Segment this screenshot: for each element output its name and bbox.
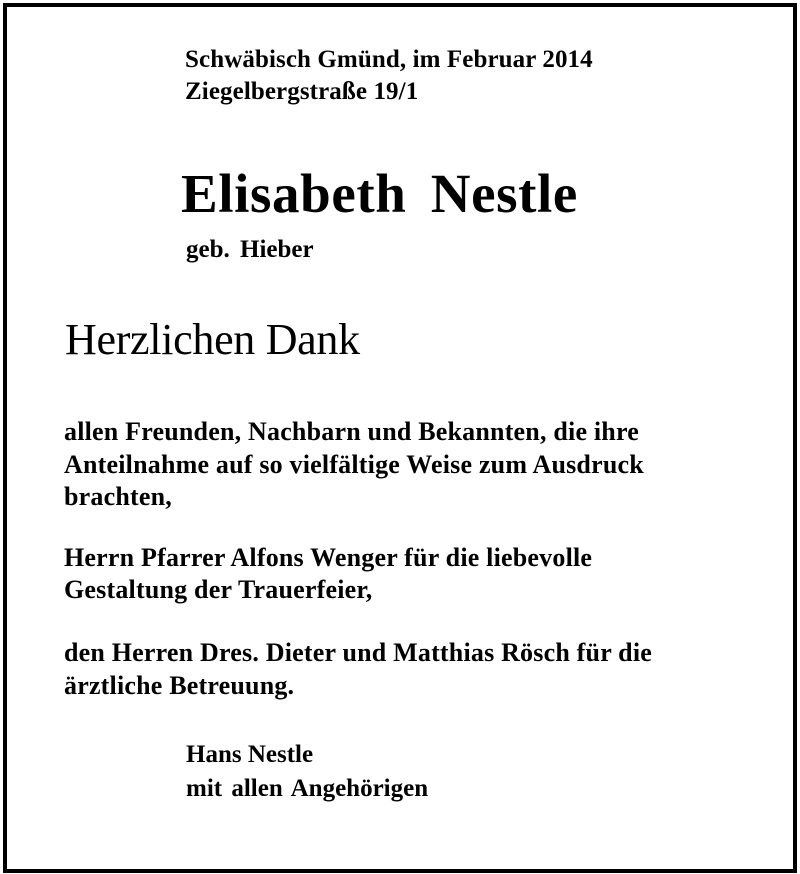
signer-family: mit allen Angehörigen — [186, 775, 429, 802]
paragraph-doctors-line: den Herren Dres. Dieter und Matthias Rösch für die — [64, 638, 652, 667]
deceased-name: Elisabeth Nestle — [181, 163, 578, 224]
place-date: Schwäbisch Gmünd, im Februar 2014 — [185, 46, 593, 73]
thanks-heading: Herzlichen Dank — [65, 315, 360, 364]
paragraph-doctors-line: ärztliche Betreuung. — [64, 671, 295, 700]
address: Ziegelbergstraße 19/1 — [185, 78, 419, 105]
paragraph-friends-line: Anteilnahme auf so vielfältige Weise zum Ausdruck — [64, 450, 644, 479]
paragraph-friends-line: brachten, — [64, 482, 172, 511]
signer-name: Hans Nestle — [186, 741, 314, 768]
birth-name: geb. Hieber — [186, 236, 314, 263]
paragraph-friends-line: allen Freunden, Nachbarn und Bekannten, die ihre — [64, 417, 639, 446]
paragraph-pastor-line: Gestaltung der Trauerfeier, — [64, 575, 373, 604]
paragraph-pastor-line: Herrn Pfarrer Alfons Wenger für die liebevolle — [64, 543, 593, 572]
